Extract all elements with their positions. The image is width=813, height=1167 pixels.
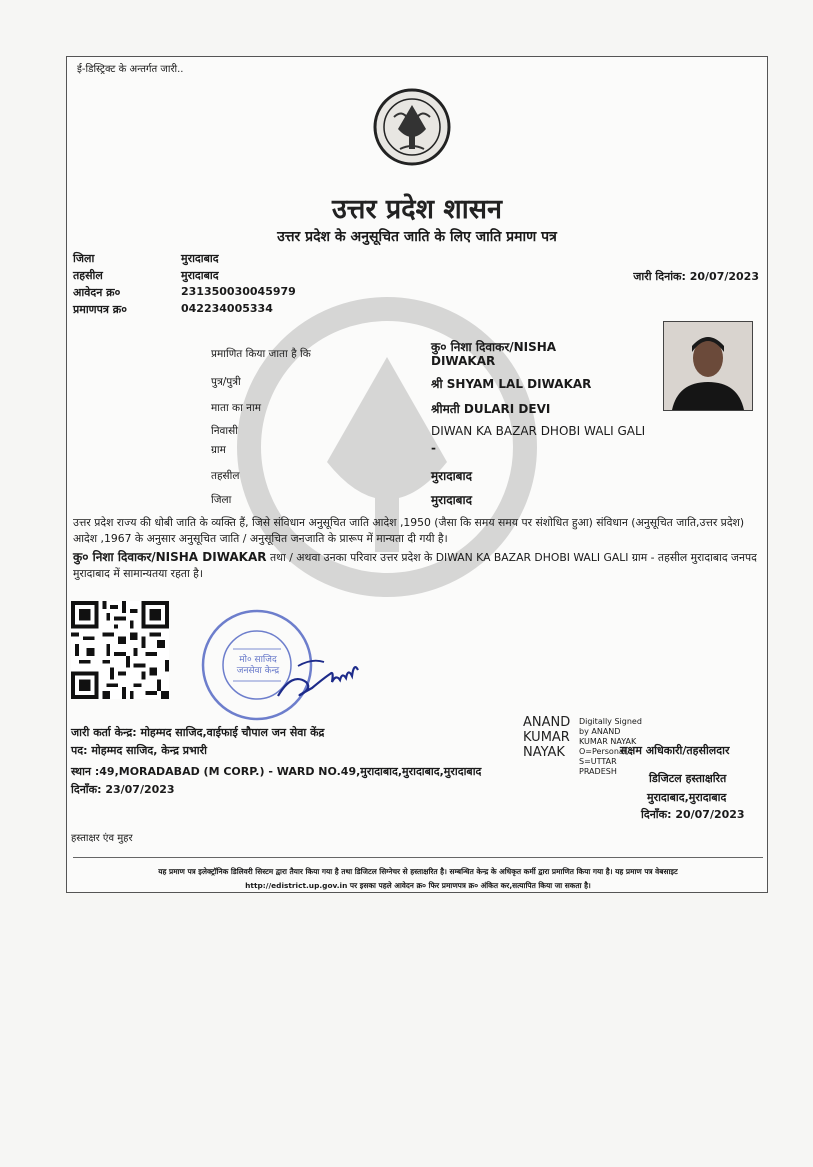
field-label: जिला (211, 494, 232, 506)
footer-note (67, 865, 769, 893)
footer-line-2: http://edistrict.up.gov.in पर इसका पहले आवेदन क्र० फिर प्रमाणपत्र क्र० अंकित कर,सत्यापित किया जा सकता है। (245, 881, 591, 890)
certificate-sheet (66, 56, 768, 893)
tehsil-value: मुरादाबाद (181, 269, 219, 282)
certification-paragraph: उत्तर प्रदेश राज्य की धोबी जाति के व्यक्ति हैं, जिसे संविधान अनुसूचित जाति आदेश ,1950 (जैसा कि समय समय पर संशोधित हुआ) संविधान (अनुसूचित जाति,उत्तर प्रदेश) आदेश ,1967 के अनुसार अनुसूचित जाति / अनुसूचित जनजाति के प्रारूप में मान्यता दी गयी है। (73, 516, 745, 545)
certificate-value: 042234005334 (181, 302, 273, 315)
issuer-kendra: जारी कर्ता केन्द्र: मोहम्मद साजिद,वाईफाई चौपाल जन सेवा केंद्र (71, 726, 325, 739)
application-label: आवेदन क्र० (73, 286, 121, 299)
application-value: 231350030045979 (181, 285, 296, 298)
digital-signature-details: Digitally Signed by ANAND KUMAR NAYAK O=Personal, S=UTTAR PRADESH (579, 717, 642, 776)
up-emblem-icon (372, 87, 452, 167)
district-value: मुरादाबाद (181, 252, 219, 265)
issuer-date: दिनाँक: 23/07/2023 (71, 783, 175, 796)
field-value-tehsil: मुरादाबाद (431, 469, 473, 483)
header-note: ई-डिस्ट्रिक्ट के अन्तर्गत जारी.. (77, 64, 184, 75)
footer-divider (73, 857, 763, 858)
field-label: तहसील (211, 470, 240, 482)
residence-paragraph (73, 549, 763, 582)
field-label: माता का नाम (211, 402, 261, 414)
district-label: जिला (73, 252, 95, 265)
field-label: पुत्र/पुत्री (211, 376, 241, 388)
field-label: निवासी (211, 425, 238, 437)
applicant-photo (663, 321, 753, 411)
stamp-text: मो० साजिद जनसेवा केन्द्र (236, 655, 280, 676)
field-value-village: - (431, 441, 436, 455)
field-value-district: मुरादाबाद (431, 493, 473, 507)
issuer-place: स्थान :49,MORADABAD (M CORP.) - WARD NO.49,मुरादाबाद,मुरादाबाद,मुरादाबाद (71, 765, 482, 778)
tehsil-label: तहसील (73, 269, 103, 282)
digital-signer-name: ANAND KUMAR NAYAK (523, 715, 571, 760)
field-label: प्रमाणित किया जाता है कि (211, 348, 311, 360)
seal-sign-label: हस्ताक्षर एंव मुहर (71, 833, 133, 844)
signature-icon (272, 652, 362, 707)
residence-text: तथा / अथवा उनका परिवार उत्तर प्रदेश के DIWAN KA BAZAR DHOBI WALI GALI ग्राम - तहसील मुरादाबाद जनपद मुरादाबाद में सामान्यतया रहता है। (73, 551, 757, 580)
authority-place: मुरादाबाद,मुरादाबाद (647, 791, 727, 804)
issue-date: जारी दिनांक: 20/07/2023 (633, 270, 759, 283)
page-subtitle: उत्तर प्रदेश के अनुसूचित जाति के लिए जाति प्रमाण पत्र (277, 229, 557, 245)
authority-title: सक्षम अधिकारी/तहसीलदार (620, 744, 730, 757)
issuer-post: पद: मोहम्मद साजिद, केन्द्र प्रभारी (71, 744, 207, 757)
field-label: ग्राम (211, 444, 226, 456)
field-value-mother: श्रीमती DULARI DEVI (431, 402, 551, 416)
page-title: उत्तर प्रदेश शासन (332, 194, 502, 225)
applicant-name: कु० निशा दिवाकर/NISHA DIWAKAR (73, 550, 267, 564)
field-value-father: श्री SHYAM LAL DIWAKAR (431, 377, 592, 391)
field-value-address: DIWAN KA BAZAR DHOBI WALI GALI (431, 424, 646, 438)
authority-digital-signed: डिजिटल हस्ताक्षरित (649, 772, 727, 785)
qr-code-icon (71, 601, 169, 699)
certificate-label: प्रमाणपत्र क्र० (73, 303, 127, 316)
field-value-name: कु० निशा दिवाकर/NISHA DIWAKAR (431, 340, 557, 368)
footer-line-1: यह प्रमाण पत्र इलेक्ट्रॉनिक डिलिवरी सिस्टम द्वारा तैयार किया गया है तथा डिजिटल सिग्नेचर से हस्ताक्षरित है। सम्बन्धित केन्द्र के अधिकृत कर्मी द्वारा प्रमाणित किया गया है। यह प्रमाण पत्र वेबसाइट (158, 867, 678, 876)
authority-date: दिनाँक: 20/07/2023 (641, 808, 745, 821)
